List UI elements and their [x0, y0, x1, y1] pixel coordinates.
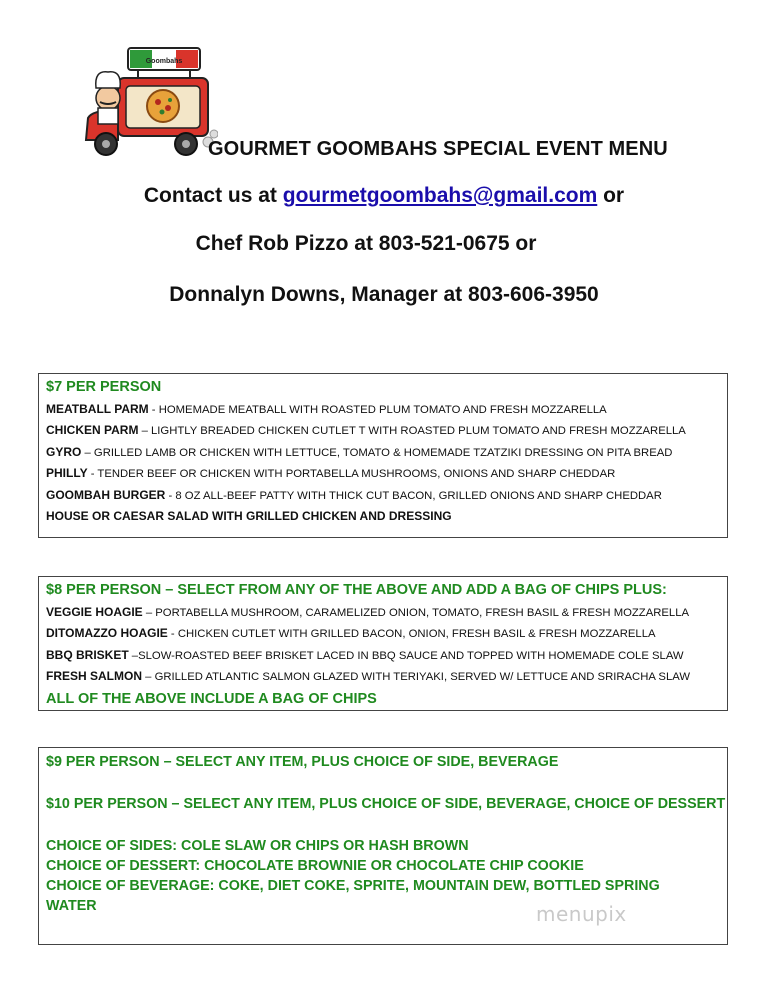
- menu-item: [46, 623, 727, 644]
- item-description: SLOW-ROASTED BEEF BRISKET LACED IN BBQ SAUCE AND TOPPED WITH HOMEMADE COLE SLAW: [138, 649, 684, 662]
- menu-item: [46, 645, 727, 666]
- item-description: TENDER BEEF OR CHICKEN WITH PORTABELLA MUSHROOMS, ONIONS AND SHARP CHEDDAR: [97, 468, 616, 481]
- item-description: CHICKEN CUTLET WITH GRILLED BACON, ONION, FRESH BASIL & FRESH MOZZARELLA: [177, 628, 656, 641]
- beverage-line-continued: WATER: [46, 898, 97, 914]
- item-separator: -: [165, 489, 176, 502]
- sides-line: CHOICE OF SIDES: COLE SLAW OR CHIPS OR HASH BROWN: [46, 838, 469, 854]
- item-separator: –: [81, 446, 94, 459]
- item-name: MEATBALL PARM: [46, 402, 149, 416]
- section-heading: $7 PER PERSON: [46, 379, 162, 395]
- item-name: BBQ BRISKET: [46, 647, 129, 662]
- dessert-line: CHOICE OF DESSERT: CHOCOLATE BROWNIE OR CHOCOLATE CHIP COOKIE: [46, 858, 584, 874]
- menu-item: [46, 463, 727, 484]
- item-description: HOMEMADE MEATBALL WITH ROASTED PLUM TOMATO AND FRESH MOZZARELLA: [158, 404, 607, 416]
- contact-email-line: [0, 184, 768, 208]
- menu-item: [46, 399, 727, 420]
- menu-item: [46, 420, 727, 441]
- item-description: LIGHTLY BREADED CHICKEN CUTLET T WITH ROASTED PLUM TOMATO AND FRESH MOZZARELLA: [151, 425, 686, 438]
- beverage-line: CHOICE OF BEVERAGE: COKE, DIET COKE, SPRITE, MOUNTAIN DEW, BOTTLED SPRING: [46, 878, 660, 894]
- item-name: FRESH SALMON: [46, 669, 142, 684]
- item-name: PHILLY: [46, 466, 88, 481]
- nine-dollar-line: $9 PER PERSON – SELECT ANY ITEM, PLUS CHOICE OF SIDE, BEVERAGE: [46, 754, 559, 770]
- watermark: menupix: [536, 902, 627, 926]
- contact-prefix: Contact us at: [143, 184, 283, 207]
- menu-item: [46, 485, 727, 506]
- seven-dollar-section: [38, 373, 728, 538]
- item-name: DITOMAZZO HOAGIE: [46, 626, 168, 641]
- menu-item: [46, 666, 727, 687]
- item-separator: –: [142, 671, 155, 684]
- item-description: GRILLED LAMB OR CHICKEN WITH LETTUCE, TOMATO & HOMEMADE TZATZIKI DRESSING ON PITA BREAD: [93, 446, 673, 459]
- section-footer: ALL OF THE ABOVE INCLUDE A BAG OF CHIPS: [46, 690, 377, 707]
- salad-item: HOUSE OR CAESAR SALAD WITH GRILLED CHICKEN AND DRESSING: [46, 509, 452, 524]
- email-link[interactable]: gourmetgoombahs@gmail.com: [282, 184, 598, 207]
- item-description: GRILLED ATLANTIC SALMON GLAZED WITH TERIYAKI, SERVED W/ LETTUCE AND SRIRACHA SLAW: [154, 671, 691, 684]
- item-separator: -: [167, 628, 178, 641]
- ten-dollar-line: $10 PER PERSON – SELECT ANY ITEM, PLUS CHOICE OF SIDE, BEVERAGE, CHOICE OF DESSERT: [46, 796, 726, 812]
- menu-item: [46, 442, 727, 463]
- menu-title: GOURMET GOOMBAHS SPECIAL EVENT MENU: [208, 138, 668, 160]
- item-separator: -: [87, 468, 98, 481]
- item-name: GOOMBAH BURGER: [46, 487, 166, 502]
- item-description: 8 OZ ALL-BEEF PATTY WITH THICK CUT BACON, GRILLED ONIONS AND SHARP CHEDDAR: [175, 489, 662, 502]
- chef-phone-line: Chef Rob Pizzo at 803-521-0675 or: [195, 232, 537, 255]
- chef-truck-logo: [78, 40, 218, 165]
- section-heading: $8 PER PERSON – SELECT FROM ANY OF THE ABOVE AND ADD A BAG OF CHIPS PLUS:: [46, 582, 667, 598]
- manager-phone-line: Donnalyn Downs, Manager at 803-606-3950: [169, 283, 599, 306]
- item-separator: –: [138, 425, 152, 438]
- contact-suffix: or: [597, 184, 625, 207]
- item-separator: –: [142, 607, 156, 619]
- menu-item: [46, 602, 727, 623]
- item-name: CHICKEN PARM: [46, 423, 139, 438]
- item-separator: -: [148, 404, 159, 416]
- item-name: VEGGIE HOAGIE: [46, 605, 143, 619]
- item-name: GYRO: [46, 444, 82, 459]
- item-description: PORTABELLA MUSHROOM, CARAMELIZED ONION, TOMATO, FRESH BASIL & FRESH MOZZARELLA: [155, 607, 690, 619]
- item-separator: –: [128, 649, 139, 662]
- eight-dollar-section: [38, 576, 728, 711]
- truck-sign-text: Goombahs: [145, 58, 183, 65]
